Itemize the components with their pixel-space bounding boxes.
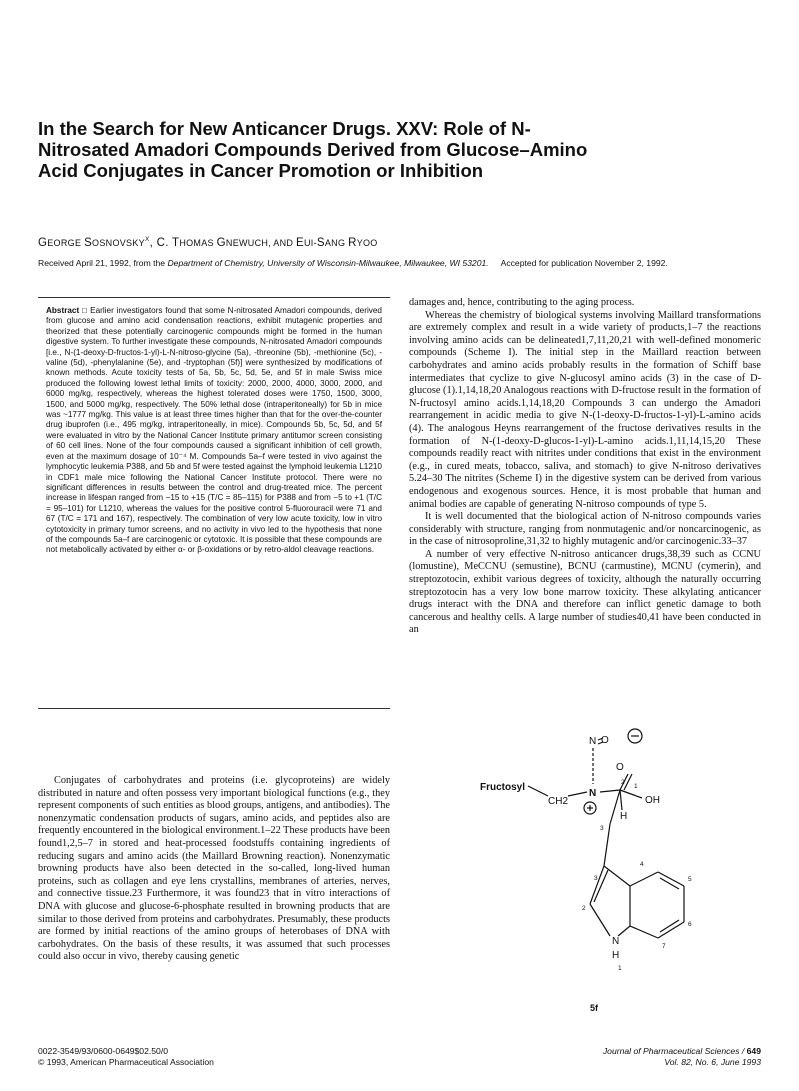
body-paragraph: It is well documented that the biological action of N-nitroso compounds varies considerably with structure, ranging from nonmutagenic and/or noncarcinogenic, as in the case of nitrosoproline,31,32 to highly mutagenic and/or carcinogenic.33–37: [409, 511, 761, 548]
article-title: In the Search for New Anticancer Drugs. XXV: Role of N-Nitrosated Amadori Compounds Derived from Glucose–Amino Acid Conjugates in Cancer Promotion or Inhibition: [38, 118, 588, 181]
svg-text:2: 2: [621, 779, 625, 786]
indole-h-label: H: [612, 950, 620, 961]
ch2-label: CH2: [548, 796, 569, 807]
body-paragraph: A number of very effective N-nitroso anticancer drugs,38,39 such as CCNU (lomustine), MeCCNU (semustine), BCNU (carmustine), MCNU (cymerin), and streptozotocin, exhibit various degrees of toxicity, although the naturally occurring streptozotocin has a very low bone marrow toxicity. These alkylating anticancer drugs interact with the DNA and therefore can inflict genetic damage to both cancerous and healthy cells. A large number of studies40,41 have been conducted in an: [409, 548, 761, 636]
svg-text:1: 1: [634, 783, 638, 790]
body-paragraph: damages and, hence, contributing to the aging process.: [409, 297, 635, 308]
footer-copyright: 0022-3549/93/0600-0649$02.50/0 © 1993, American Pharmaceutical Association: [38, 1046, 214, 1067]
received-line: Received April 21, 1992, from the Department of Chemistry, University of Wisconsin-Milwaukee, Milwaukee, WI 53201. Accepted for publication November 2, 1992.: [38, 258, 668, 268]
author-line: GEORGE $SOSNOVSKY^X$, C. THOMAS GNEWUCH, AND EUI-SANG RYOO: [38, 236, 378, 249]
chemical-structure-5f: [470, 726, 720, 986]
right-column-body: [409, 297, 761, 637]
abstract-box: Abstract □ Earlier investigators found that some N-nitrosated Amadori compounds, derived from glucose and amino acid condensation reactions, exhibit mutagenic properties and theorized that these potentially carcinogenic compounds might be formed in the human digestive system. To further investigate these compounds, N-nitrosated Amadori compounds [i.e., N-(1-deoxy-D-fructos-1-yl)-L-N-nitroso-glycine (5a), -threonine (5b), -methionine (5c), -valine (5d), -phenylalanine (5e), and -tryptophan (5f)] were synthesized by modifications of known methods. Acute toxicity tests of 5a, 5b, 5c, 5d, 5e, and 5f in male Swiss mice produced the following lowest lethal limits of toxicity: 2000, 2000, 4000, 3000, 2000, and 6000 mg/kg, respectively, whereas the highest tolerated doses were 1750, 1500, 3000, 1500, and 5000 mg/kg, respectively. The 50% lethal dose (intraperitoneally) for 5b in mice was ~1777 mg/kg. This value is at least three times higher than that for the over-the-counter drug ibuprofen (i.e., 495 mg/kg, intraperitoneally, in mice). Compounds 5b, 5c, 5d, and 5f were evaluated in vitro by the National Cancer Institute primary antitumor screen consisting of 60 cell lines. None of the four compounds caused a significant inhibition of cell growth, even at the maximum dosage of 10⁻⁴ M. Compounds 5a–f were tested in vivo against the lymphocytic leukemia P388, and 5b and 5f were tested against the lymphoid leukemia L1210 in CDF1 male mice following the National Cancer Institute protocol. There were no significant differences in results between the control and drug-treated mice. The percent increase in lifespan ranged from −15 to +15 (T/C = 85–115) for P388 and from −5 to +1 (T/C = 95–101) for L1210, whereas the values for the positive control 5-fluorouracil were 71 and 67 (T/C = 171 and 167), respectively. The combination of very low acute toxicity, low in vitro cytotoxicity in primary tumor screens, and no activity in vivo led to the hypothesis that none of the compounds 5a–f are carcinogenic or cytotoxic. It is possible that these compounds are not metabolically activated by either α- or β-oxidations or by retro-aldol cleavage reactions.: [38, 297, 390, 709]
body-paragraph: Whereas the chemistry of biological systems involving Maillard transformations are extremely complex and result in a wide variety of products,1–7 the reactions involving amino acids can be delineated1,7,11,20,21 with well-defined monomeric compounds (Scheme I). The initial step in the Maillard reaction between carbohydrates and amino acids probably results in the formation of Schiff base intermediates that cyclize to give N-glucosyl amino acids (3) in the case of D-glucose (1).1,14,18,20 Analogous reactions with D-fructose result in the formation of N-fructosyl amino acids.1,14,18,20 Compounds 3 can undergo the Amadori rearrangement in acidic media to give N-(1-deoxy-D-fructos-1-yl)-L-amino acids (4). The analogous Heyns rearrangement of the fructose derivatives results in the formation of N-(1-deoxy-D-glucos-1-yl)-L-amino acids.1,11,14,15,20 These compounds readily react with nitrites under conditions that exist in the environment (e.g., in cured meats, tobacco, saliva, and stomach) to give N-nitroso derivatives 5.24–30 The nitrites (Scheme I) in the digestive system can be derived from various endogenous and exogenous sources. Hence, it is most probable that human and animal bodies are capable of generating N-nitroso compounds of type 5.: [409, 309, 761, 510]
svg-text:3: 3: [594, 875, 598, 882]
hydrogen-label: H: [620, 811, 628, 822]
carbonyl-oxygen-label: O: [616, 762, 624, 773]
svg-text:2: 2: [582, 905, 586, 912]
footer-journal: Journal of Pharmaceutical Sciences / 649 Vol. 82, No. 6, June 1993: [602, 1046, 761, 1067]
abstract-label: Abstract: [46, 306, 80, 315]
nitrogen-label: N: [589, 788, 597, 799]
svg-text:3: 3: [600, 825, 604, 832]
indole-n-label: N: [612, 936, 620, 947]
nitroso-n-label: N: [589, 736, 597, 747]
affiliation: Department of Chemistry, University of Wisconsin-Milwaukee, Milwaukee, WI 53201.: [167, 258, 489, 268]
left-column-body: [38, 775, 390, 964]
svg-text:5: 5: [688, 876, 692, 883]
fructosyl-label: Fructosyl: [480, 782, 526, 793]
page-number: 649: [746, 1046, 761, 1056]
svg-text:4: 4: [640, 861, 644, 868]
svg-text:6: 6: [688, 921, 692, 928]
oxygen-label: O: [601, 735, 609, 746]
svg-text:7: 7: [662, 943, 666, 950]
abstract-text: Earlier investigators found that some N-nitrosated Amadori compounds, derived from glucose and amino acid condensation reactions, exhibit mutagenic properties and theorized that these potentially carcinogenic compounds might be formed in the human digestive system. To further investigate these compounds, N-nitrosated Amadori compounds [i.e., N-(1-deoxy-D-fructos-1-yl)-L-N-nitroso-glycine (5a), -threonine (5b), -methionine (5c), -valine (5d), -phenylalanine (5e), and -tryptophan (5f)] were synthesized by modifications of known methods. Acute toxicity tests of 5a, 5b, 5c, 5d, 5e, and 5f in male Swiss mice produced the following lowest lethal limits of toxicity: 2000, 2000, 4000, 3000, 2000, and 6000 mg/kg, respectively, whereas the highest tolerated doses were 1750, 1500, 3000, 1500, and 5000 mg/kg, respectively. The 50% lethal dose (intraperitoneally) for 5b in mice was ~1777 mg/kg. This value is at least three times higher than that for the over-the-counter drug ibuprofen (i.e., 495 mg/kg, intraperitoneally, in mice). Compounds 5b, 5c, 5d, and 5f were evaluated in vitro by the National Cancer Institute primary antitumor screen consisting of 60 cell lines. None of the four compounds caused a significant inhibition of cell growth, even at the maximum dosage of 10⁻⁴ M. Compounds 5a–f were tested in vivo against the lymphocytic leukemia P388, and 5b and 5f were tested against the lymphoid leukemia L1210 in CDF1 male mice following the National Cancer Institute protocol. There were no significant differences in results between the control and drug-treated mice. The percent increase in lifespan ranged from −15 to +15 (T/C = 85–115) for P388 and from −5 to +1 (T/C = 95–101) for L1210, whereas the values for the positive control 5-fluorouracil were 71 and 67 (T/C = 171 and 167), respectively. The combination of very low acute toxicity, low in vitro cytotoxicity in primary tumor screens, and no activity in vivo led to the hypothesis that none of the compounds 5a–f are carcinogenic or cytotoxic. It is possible that these compounds are not metabolically activated by either α- or β-oxidations or by retro-aldol cleavage reactions.: [46, 306, 382, 555]
hydroxyl-label: OH: [645, 795, 660, 806]
intro-paragraph: Conjugates of carbohydrates and proteins (i.e. glycoproteins) are widely distributed in nature and often possess very important biological functions (e.g., they represent components of such entities as blood groups, antigens, and antibodies). The nonenzymatic condensation products of sugars, amino acids, and peptides also are frequently encountered in the biological environment.1–22 These products have been found1,2,5–7 in stored and heat-processed foodstuffs containing ingredients of reducing sugars and amino acids (the Maillard Browning reaction). Nonenzymatic browning products have also been detected in the so-called, long-lived human proteins, such as collagen and eye lens crystallins, membranes of arteries, nerves, and connective tissue.23 Furthermore, it was found23 that in vitro interactions of DNA with glucose and glucose-6-phosphate resulted in browning products that are similar to those derived from proteins and carbohydrates. Presumably, these products are formed by initial reactions of the amino groups of heterobases of DNA with carbohydrates. On the basis of these results, it was assumed that such processes could also occur in vivo, thereby causing genetic: [38, 775, 390, 963]
svg-text:1: 1: [618, 965, 622, 972]
figure-label: 5f: [590, 1003, 599, 1013]
